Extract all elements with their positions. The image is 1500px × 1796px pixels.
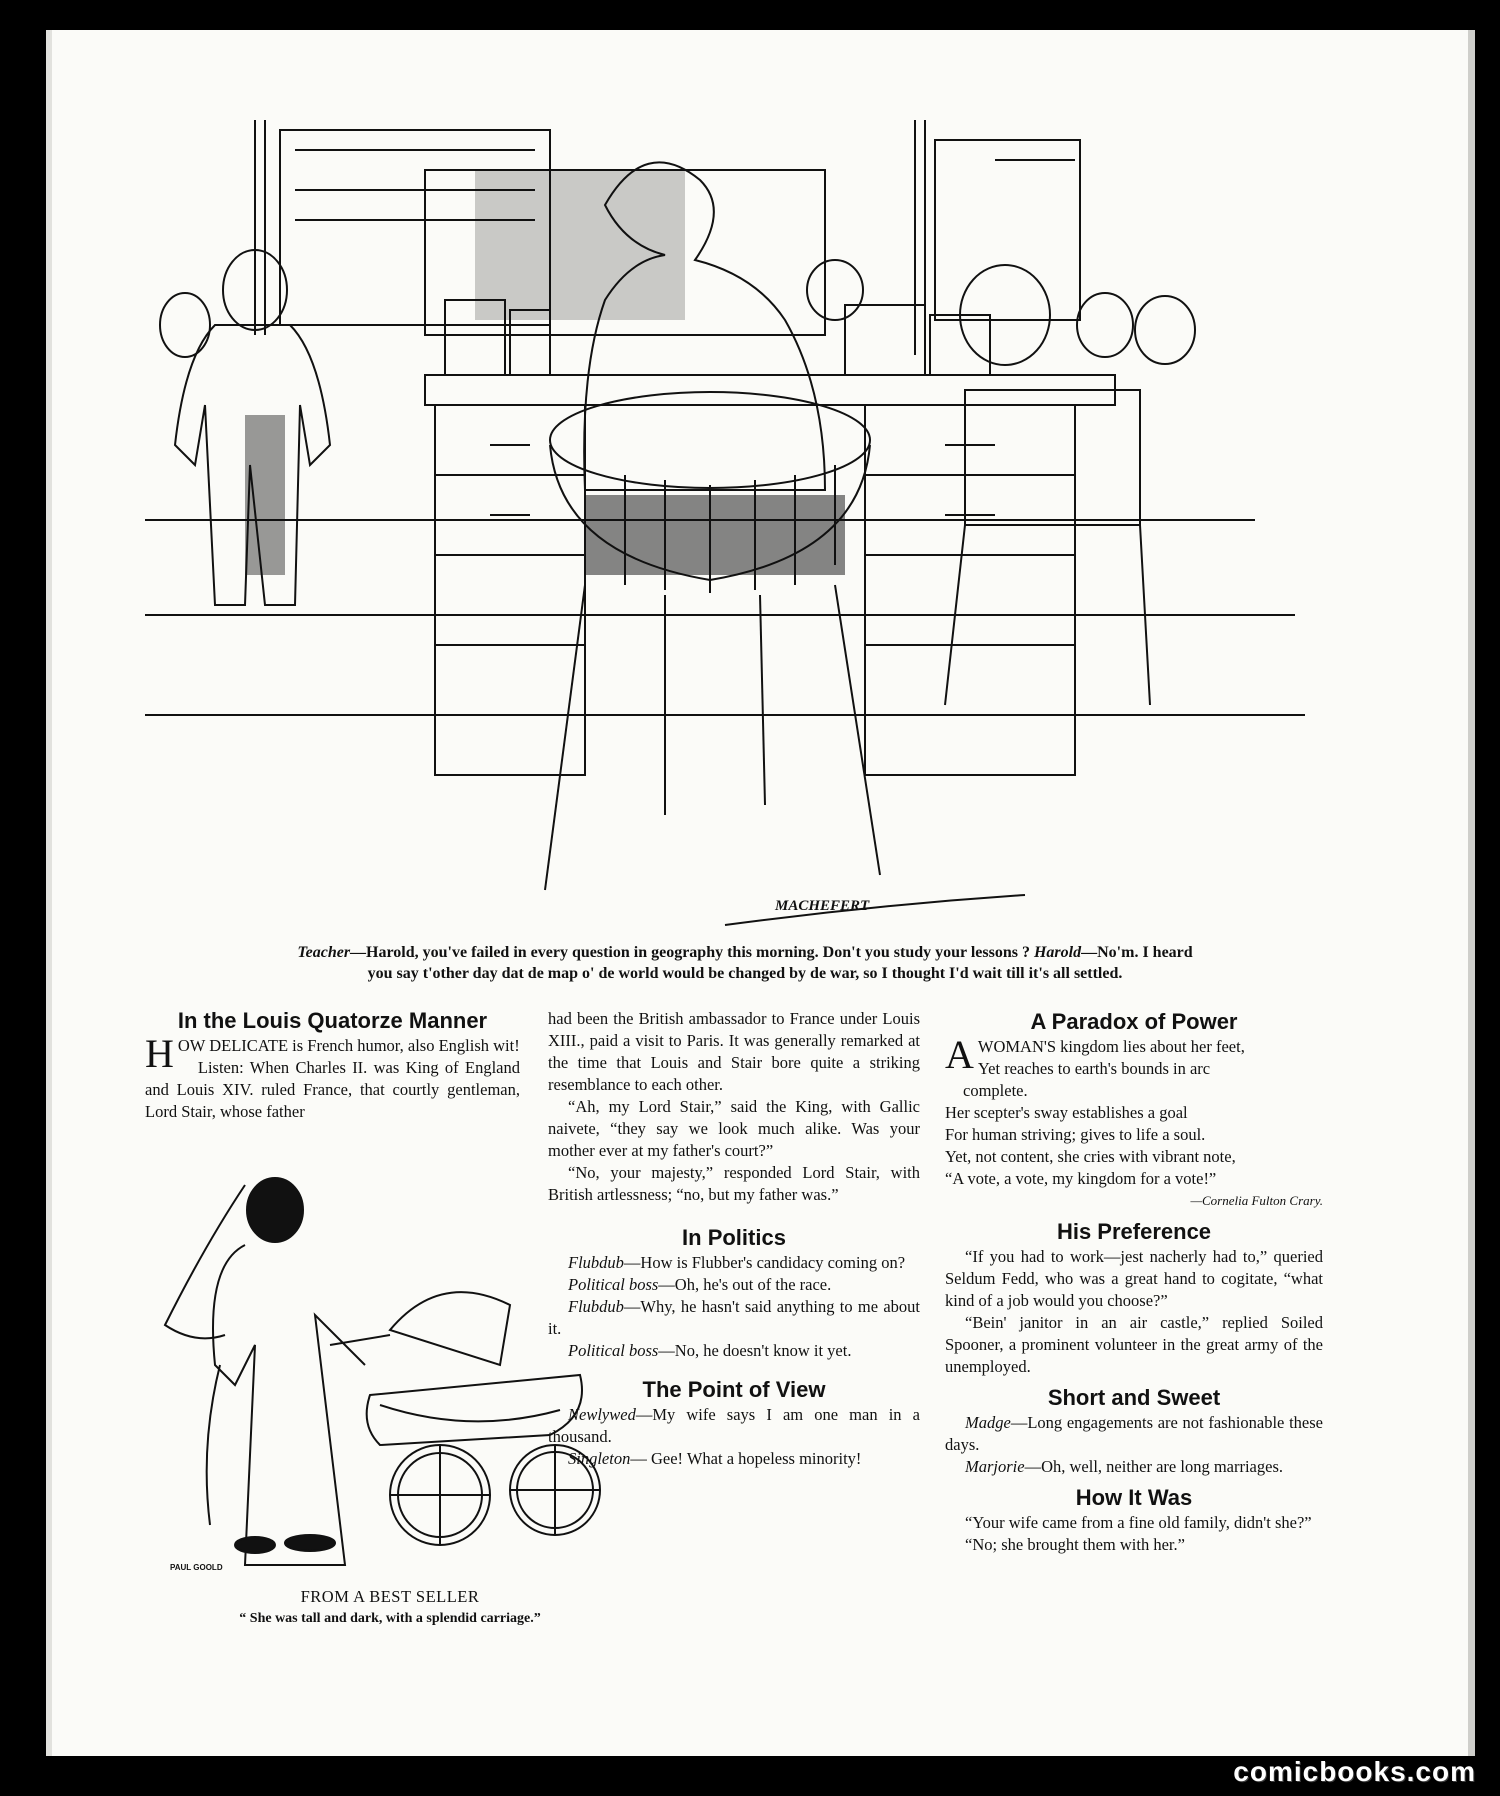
article-paragraph: “If you had to work—jest nacherly had to,” queried Seldum Fedd, who was a great hand to cogitate, “what kind of a job would you choose?” [945, 1247, 1323, 1310]
poem-line: Yet, not content, she cries with vibrant note, [945, 1147, 1236, 1166]
article-title: In Politics [682, 1225, 786, 1250]
article-paragraph: Listen: When Charles II. was King of England and Louis XIV. ruled France, that courtly gentleman, Lord Stair, whose father [145, 1058, 520, 1121]
article-louis-quatorze [145, 1007, 520, 1123]
column-right [945, 1008, 1323, 1556]
speaker: Flubdub [568, 1297, 624, 1316]
dialogue-line: —How is Flubber's candidacy coming on? [623, 1253, 906, 1272]
speaker: Newlywed [568, 1405, 636, 1424]
caption-speaker-harold: Harold [1033, 944, 1082, 961]
page-right-edge [1468, 30, 1475, 1756]
caption-line-1: —Harold, you've failed in every question in geography this morning. Don't you study your lessons ? [350, 944, 1030, 961]
dialogue-line: — Gee! What a hopeless minority! [630, 1449, 862, 1468]
caption-speaker-teacher: Teacher [297, 944, 351, 961]
article-title: Short and Sweet [1047, 1385, 1221, 1410]
drop-cap: H [145, 1031, 174, 1076]
poem-author: —Cornelia Fulton Crary. [1190, 1193, 1323, 1208]
poem-line: For human striving; gives to life a soul. [945, 1125, 1206, 1144]
article-paragraph: had been the British ambassador to France under Louis XIII., paid a visit to Paris. It was generally remarked at the time that Louis and Stair bore quite a striking resemblance to each other. [548, 1009, 920, 1094]
dialogue-line: —Oh, he's out of the race. [658, 1275, 832, 1294]
article-in-politics [548, 1224, 920, 1362]
dialogue-line: —No, he doesn't know it yet. [658, 1341, 852, 1360]
best-seller-caption [170, 1587, 610, 1627]
speaker: Flubdub [568, 1253, 624, 1272]
article-title: The Point of View [642, 1377, 826, 1402]
article-title: How It Was [1075, 1485, 1193, 1510]
article-title: His Preference [1056, 1219, 1212, 1244]
speaker: Marjorie [965, 1457, 1025, 1476]
article-how-it-was [945, 1484, 1323, 1556]
article-paragraph: “Your wife came from a fine old family, didn't she?” [965, 1513, 1312, 1532]
column-middle [548, 1008, 920, 1470]
article-paragraph: “No; she brought them with her.” [965, 1535, 1185, 1554]
article-paragraph: “No, your majesty,” responded Lord Stair, with British artlessness; “no, but my father was.” [548, 1163, 920, 1204]
speaker: Political boss [568, 1275, 659, 1294]
speaker: Madge [965, 1413, 1011, 1432]
poem-line: Her scepter's sway establishes a goal [945, 1103, 1188, 1122]
article-point-of-view [548, 1376, 920, 1470]
caption-line-2: —No'm. I heard [1081, 944, 1193, 961]
artist-signature: PAUL GOOLD [170, 1563, 223, 1572]
article-paragraph: OW DELICATE is French humor, also English wit! [177, 1036, 520, 1055]
poem-line: WOMAN'S kingdom lies about her feet, [977, 1037, 1245, 1056]
poem-line: “A vote, a vote, my kingdom for a vote!” [945, 1169, 1217, 1188]
dialogue-line: —My wife says I am one man in a thousand. [548, 1405, 920, 1446]
best-seller-title: FROM A BEST SELLER [300, 1587, 480, 1606]
article-paradox-of-power [945, 1008, 1323, 1212]
cartoon-caption [165, 942, 1325, 984]
classroom-cartoon-illustration [145, 115, 1335, 945]
site-watermark: comicbooks.com [1233, 1756, 1476, 1787]
speaker: Singleton [568, 1449, 631, 1468]
dialogue-line: —Oh, well, neither are long marriages. [1024, 1457, 1284, 1476]
article-title: A Paradox of Power [1030, 1009, 1238, 1034]
caption-line-3: you say t'other day dat de map o' de world would be changed by de war, so I thought I'd wait till it's all settled. [367, 965, 1123, 982]
article-paragraph: “Bein' janitor in an air castle,” replied Soiled Spooner, a prominent volunteer in the great army of the unemployed. [945, 1313, 1323, 1376]
dialogue-line: —Long engagements are not fashionable these days. [945, 1413, 1323, 1454]
cartoon-signature: MACHEFERT [775, 898, 870, 914]
speaker: Political boss [568, 1341, 659, 1360]
dialogue-line: —Why, he hasn't said anything to me about it. [548, 1297, 920, 1338]
article-paragraph: “Ah, my Lord Stair,” said the King, with Gallic naivete, “they say we look much alike. Was your mother ever at my father's court?” [548, 1097, 920, 1160]
drop-cap: A [945, 1032, 974, 1077]
article-short-and-sweet [945, 1384, 1323, 1478]
poem-line: complete. [963, 1081, 1028, 1100]
poem-line: Yet reaches to earth's bounds in arc [977, 1059, 1211, 1078]
best-seller-quote: “ She was tall and dark, with a splendid carriage.” [239, 1611, 541, 1626]
article-his-preference [945, 1218, 1323, 1378]
article-title: In the Louis Quatorze Manner [177, 1008, 488, 1033]
